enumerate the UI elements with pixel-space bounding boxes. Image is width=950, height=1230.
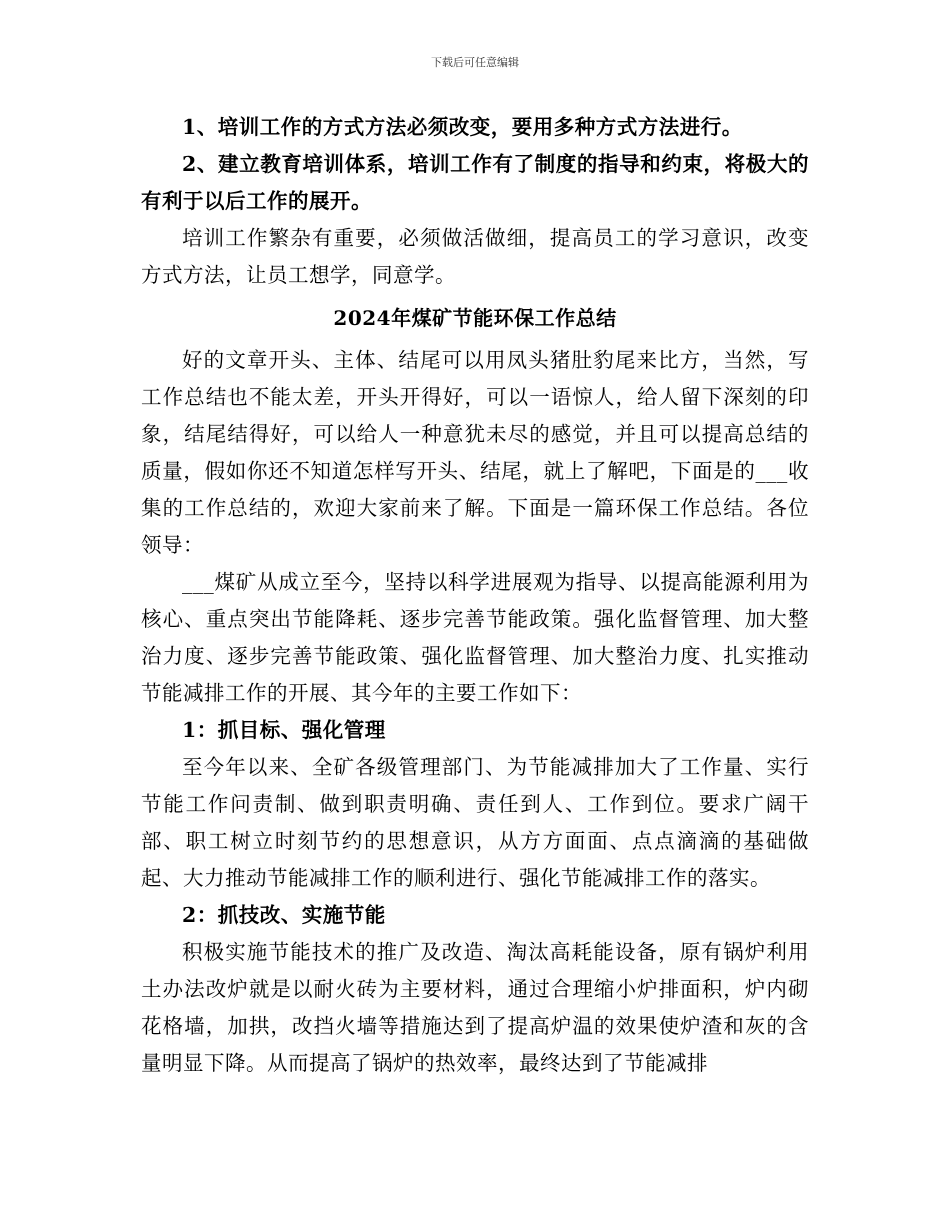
section-heading-2: 2：抓技改、实施节能 — [182, 903, 386, 927]
paragraph-management: 至今年以来、全矿各级管理部门、为节能减排加大了工作量、实行节能工作问责制、做到职责明确、责任到人、工作到位。要求广阔干部、职工树立时刻节约的思想意识，从方方面面、点点滴滴的基础做起、大力推动节能减排工作的顺利进行、强化节能减排工作的落实。 — [141, 755, 809, 890]
section-heading-1: 1：抓目标、强化管理 — [182, 718, 386, 742]
paragraph-intro: 好的文章开头、主体、结尾可以用凤头猪肚豹尾来比方，当然，写工作总结也不能太差，开头开得好，可以一语惊人，给人留下深刻的印象，结尾结得好，可以给人一种意犹未尽的感觉，并且可以提高总结的质量，假如你还不知道怎样写开头、结尾，就上了解吧，下面是的___收集的工作总结的，欢迎大家前来了解。下面是一篇环保工作总结。各位领导： — [141, 348, 809, 557]
paragraph-training-summary: 培训工作繁杂有重要，必须做活做细，提高员工的学习意识，改变方式方法，让员工想学，同意学。 — [141, 226, 809, 287]
paragraph-point-1: 1、培训工作的方式方法必须改变，要用多种方式方法进行。 — [182, 115, 743, 139]
paragraph-technical: 积极实施节能技术的推广及改造、淘汰高耗能设备，原有锅炉利用土办法改炉就是以耐火砖为主要材料，通过合理缩小炉排面积，炉内砌花格墙，加拱，改挡火墙等措施达到了提高炉温的效果使炉渣和灰的含量明显下降。从而提高了锅炉的热效率，最终达到了节能减排 — [141, 940, 809, 1075]
paragraph-overview: ___煤矿从成立至今，坚持以科学进展观为指导、以提高能源利用为核心、重点突出节能降耗、逐步完善节能政策。强化监督管理、加大整治力度、逐步完善节能政策、强化监督管理、加大整治力度、扎实推动节能减排工作的开展、其今年的主要工作如下： — [141, 570, 809, 705]
page-header-note: 下载后可任意编辑 — [431, 56, 519, 69]
paragraph-point-2: 2、建立教育培训体系，培训工作有了制度的指导和约束，将极大的有利于以后工作的展开。 — [141, 152, 809, 213]
document-title: 2024年煤矿节能环保工作总结 — [333, 306, 617, 330]
document-body — [141, 109, 809, 1082]
